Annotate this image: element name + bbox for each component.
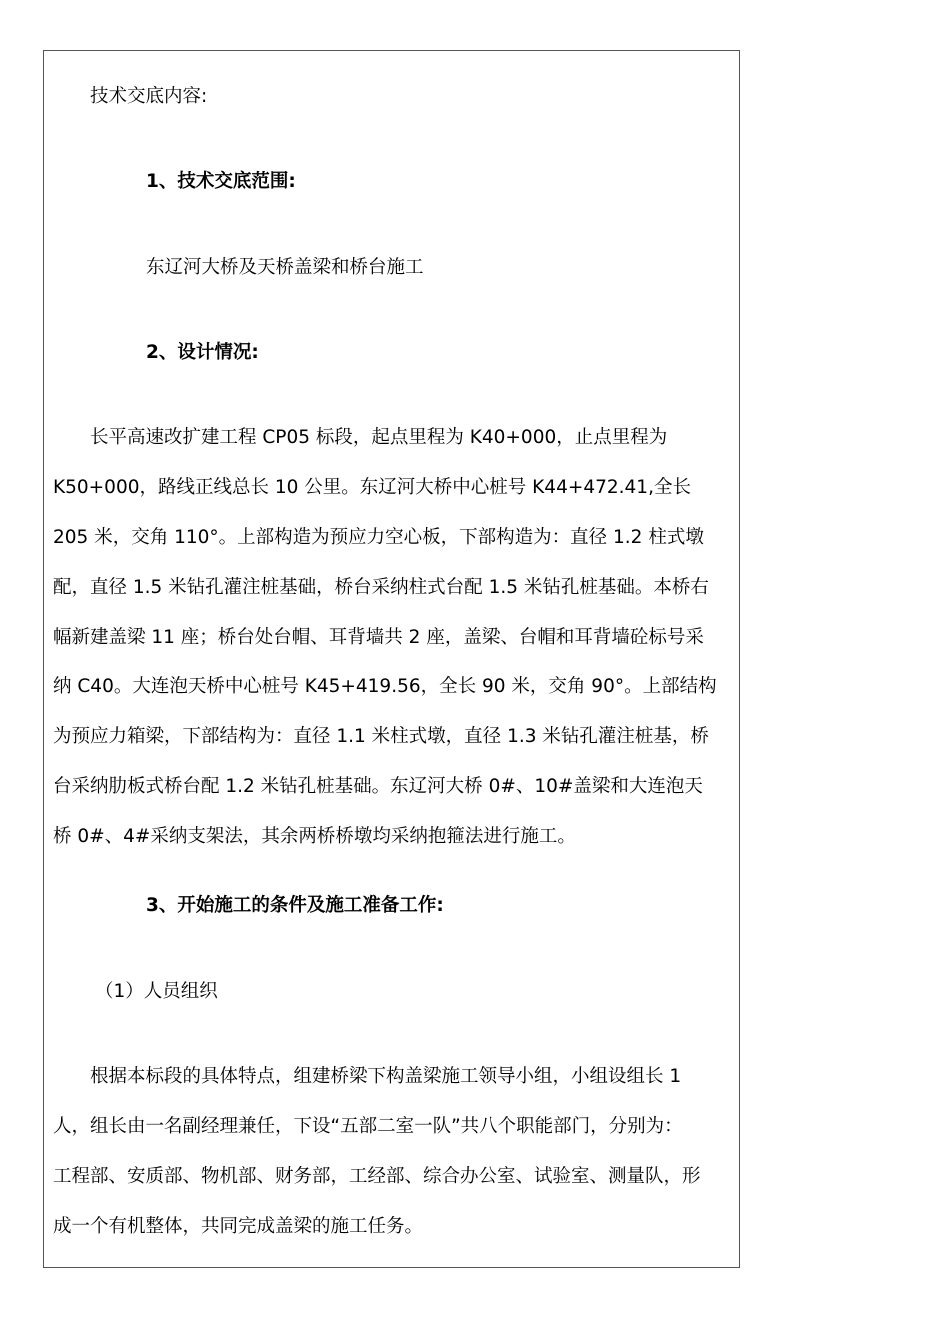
- section2-heading: 2、设计情况:: [146, 342, 259, 363]
- section2-line: 台采纳肋板式桥台配 1.2 米钻孔桩基础。东辽河大桥 0#、10#盖梁和大连泡天: [53, 776, 703, 797]
- section3-heading: 3、开始施工的条件及施工准备工作:: [146, 895, 444, 916]
- section1-text: 东辽河大桥及天桥盖梁和桥台施工: [146, 257, 424, 278]
- section3-line: 工程部、安质部、物机部、财务部，工经部、综合办公室、试验室、测量队，形: [53, 1166, 701, 1187]
- section2-line: 幅新建盖梁 11 座；桥台处台帽、耳背墙共 2 座，盖梁、台帽和耳背墙砼标号采: [53, 627, 704, 648]
- section3-line: 根据本标段的具体特点，组建桥梁下构盖梁施工领导小组，小组设组长 1: [90, 1066, 682, 1087]
- section2-line: K50+000，路线正线总长 10 公里。东辽河大桥中心桩号 K44+472.41,全长: [53, 477, 691, 498]
- intro-label: 技术交底内容:: [90, 86, 208, 107]
- section2-line: 205 米，交角 110°。上部构造为预应力空心板，下部构造为：直径 1.2 柱式墩: [53, 527, 704, 548]
- section2-line: 为预应力箱梁，下部结构为：直径 1.1 米柱式墩，直径 1.3 米钻孔灌注桩基，桥: [53, 726, 709, 747]
- section2-line: 配，直径 1.5 米钻孔灌注桩基础，桥台采纳柱式台配 1.5 米钻孔桩基础。本桥右: [53, 577, 709, 598]
- section2-line: 纳 C40。大连泡天桥中心桩号 K45+419.56，全长 90 米，交角 90°。上部结构: [53, 676, 717, 697]
- section3-subheading: （1）人员组织: [95, 981, 218, 1002]
- section2-line: 桥 0#、4#采纳支架法，其余两桥桥墩均采纳抱箍法进行施工。: [53, 826, 576, 847]
- section1-heading: 1、技术交底范围:: [146, 171, 296, 192]
- section3-line: 人，组长由一名副经理兼任，下设“五部二室一队”共八个职能部门，分别为：: [53, 1116, 683, 1137]
- section3-line: 成一个有机整体，共同完成盖梁的施工任务。: [53, 1216, 424, 1237]
- section2-line: 长平高速改扩建工程 CP05 标段，起点里程为 K40+000，止点里程为: [90, 427, 668, 448]
